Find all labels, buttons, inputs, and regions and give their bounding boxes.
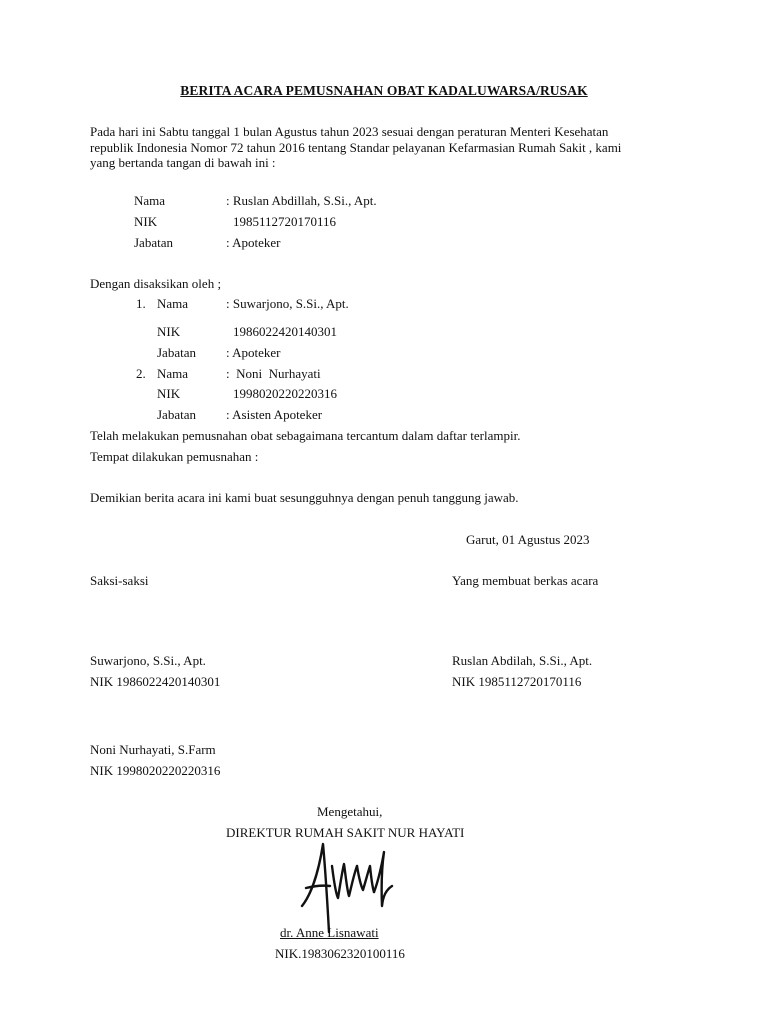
witness-1-nik-label: NIK [157,324,181,339]
author-sign-name: Ruslan Abdilah, S.Si., Apt. [452,653,593,668]
director-name: dr. Anne Lisnawati [280,925,379,940]
director-nik: NIK.1983062320100116 [275,946,405,961]
signer-jabatan-label: Jabatan [134,235,173,250]
witness-2-nama-label: Nama [157,366,189,381]
place-label: Tempat dilakukan pemusnahan : [90,449,259,464]
intro-line-3: yang bertanda tangan di bawah ini : [90,155,276,170]
witness-2-jabatan-label: Jabatan [157,407,196,422]
signer-nik-value: 1985112720170116 [233,214,337,229]
witness-1-nik-value: 1986022420140301 [233,324,337,339]
witness-2-sign-nik: NIK 1998020220220316 [90,763,221,778]
intro-paragraph [90,124,690,171]
signer-nama-label: Nama [134,193,166,208]
witness-2-nik-value: 1998020220220316 [233,386,337,401]
witness-1-nama-value: : Suwarjono, S.Si., Apt. [226,296,349,311]
witnesses-heading: Saksi-saksi [90,573,149,588]
witness-2-nik-label: NIK [157,386,181,401]
witness-1-jabatan-label: Jabatan [157,345,196,360]
intro-line-2: republik Indonesia Nomor 72 tahun 2016 tentang Standar pelayanan Kefarmasian Rumah Sakit , kami [90,139,622,155]
witness-2-sign-name: Noni Nurhayati, S.Farm [90,742,216,757]
witness-intro: Dengan disaksikan oleh ; [90,276,222,291]
author-heading: Yang membuat berkas acara [452,573,599,588]
author-sign-nik: NIK 1985112720170116 [452,674,582,689]
statement-text: Telah melakukan pemusnahan obat sebagaimana tercantum dalam daftar terlampir. [90,428,521,443]
director-title: DIREKTUR RUMAH SAKIT NUR HAYATI [226,825,465,840]
witness-2-nama-value: : Noni Nurhayati [226,366,321,381]
closing-text: Demikian berita acara ini kami buat sesungguhnya dengan penuh tanggung jawab. [90,490,519,505]
witness-1-jabatan-value: : Apoteker [226,345,281,360]
witness-1-number: 1. [136,296,146,311]
signer-nama-value: : Ruslan Abdillah, S.Si., Apt. [226,193,377,208]
document-title: BERITA ACARA PEMUSNAHAN OBAT KADALUWARSA/RUSAK [180,83,588,98]
witness-1-sign-name: Suwarjono, S.Si., Apt. [90,653,206,668]
date-line: Garut, 01 Agustus 2023 [466,532,590,547]
approval-label: Mengetahui, [317,804,383,819]
signer-nik-label: NIK [134,214,158,229]
witness-1-nama-label: Nama [157,296,189,311]
witness-2-number: 2. [136,366,146,381]
signer-jabatan-value: : Apoteker [226,235,281,250]
director-signature [296,836,400,936]
intro-line-1: Pada hari ini Sabtu tanggal 1 bulan Agustus tahun 2023 sesuai dengan peraturan Menteri Kesehatan [90,124,609,139]
witness-1-sign-nik: NIK 1986022420140301 [90,674,221,689]
witness-2-jabatan-value: : Asisten Apoteker [226,407,323,422]
